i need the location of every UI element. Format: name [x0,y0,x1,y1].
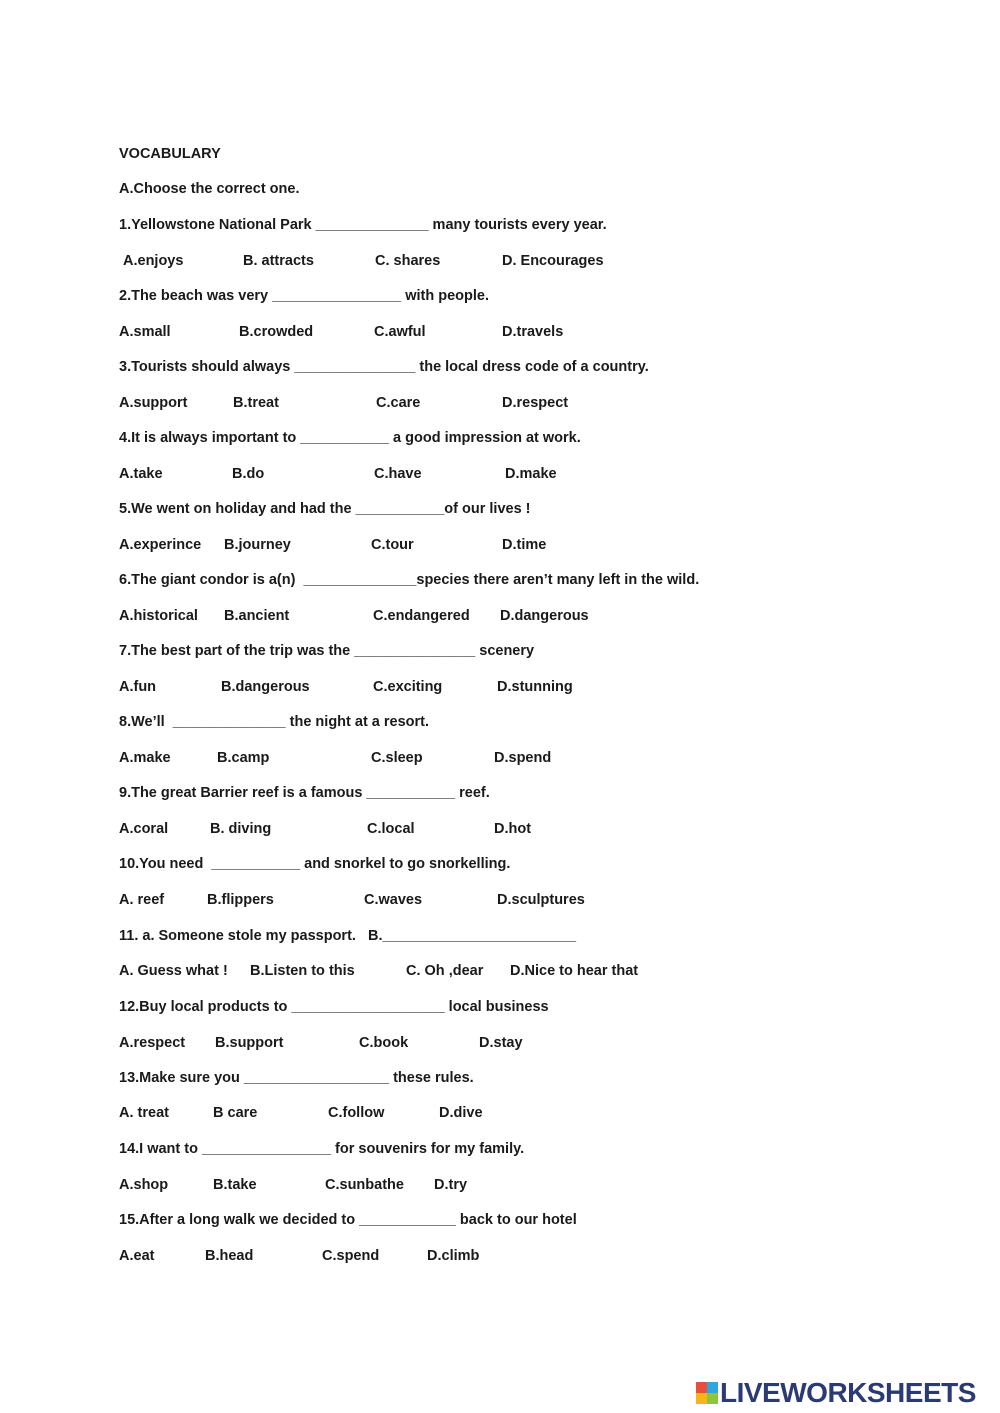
answer-option: A.eat [119,1248,155,1264]
answer-option: B.crowded [239,324,314,340]
question-text: 8.We’ll ______________ the night at a resort. [119,714,430,730]
answer-option: C.spend [322,1248,380,1264]
answer-option: D.travels [502,324,564,340]
question-text: 14.I want to ________________ for souvenirs for my family. [119,1141,525,1157]
answer-option: D.stunning [497,679,573,695]
answer-option: C.awful [374,324,426,340]
logo-mark-icon [696,1382,718,1404]
answer-option: A.historical [119,608,198,624]
section-heading: VOCABULARY [119,146,221,162]
answer-option: B. diving [210,821,272,837]
answer-option: A.shop [119,1177,169,1193]
answer-option: B.head [205,1248,254,1264]
answer-option: D.make [505,466,557,482]
question-text: 10.You need ___________ and snorkel to go snorkelling. [119,856,511,872]
question-text: 13.Make sure you __________________ these rules. [119,1070,474,1086]
answer-option: B.camp [217,750,270,766]
answer-option: C. shares [375,253,441,269]
answer-option: A.take [119,466,163,482]
answer-option: D.dangerous [500,608,589,624]
answer-option: A.fun [119,679,157,695]
answer-option: D.stay [479,1035,523,1051]
answer-option: C. Oh ,dear [406,963,484,979]
answer-option: A. treat [119,1105,169,1121]
answer-option: D.spend [494,750,552,766]
answer-option: C.tour [371,537,414,553]
answer-option: D.Nice to hear that [510,963,639,979]
question-text: 1.Yellowstone National Park ______________ many tourists every year. [119,217,607,233]
liveworksheets-logo [696,1376,976,1410]
answer-option: D.time [502,537,547,553]
answer-option: A.enjoys [123,253,184,269]
answer-option: B.dangerous [221,679,310,695]
question-text: 2.The beach was very ________________ with people. [119,288,489,304]
question-text: 6.The giant condor is a(n) ______________species there aren’t many left in the wild. [119,572,700,588]
answer-option: B care [213,1105,258,1121]
answer-option: D.dive [439,1105,483,1121]
answer-option: B.journey [224,537,291,553]
answer-option: C.follow [328,1105,385,1121]
answer-option: D.try [434,1177,468,1193]
answer-option: A.experince [119,537,202,553]
answer-option: A.make [119,750,171,766]
question-text: 7.The best part of the trip was the _______________ scenery [119,643,535,659]
logo-text: LIVEWORKSHEETS [720,1377,976,1408]
answer-option: A.respect [119,1035,186,1051]
answer-option: A.coral [119,821,169,837]
answer-option: A. reef [119,892,165,908]
answer-option: C.waves [364,892,423,908]
answer-option: A.support [119,395,188,411]
answer-option: B.do [232,466,265,482]
answer-option: C.local [367,821,415,837]
answer-option: C.sunbathe [325,1177,404,1193]
answer-option: D.climb [427,1248,480,1264]
answer-option: B.support [215,1035,284,1051]
answer-option: A. Guess what ! [119,963,228,979]
answer-option: D.sculptures [497,892,585,908]
answer-option: B.take [213,1177,257,1193]
answer-option: B.flippers [207,892,274,908]
instruction: A.Choose the correct one. [119,181,300,197]
answer-option: C.have [374,466,422,482]
answer-option: A.small [119,324,171,340]
answer-option: B.Listen to this [250,963,355,979]
answer-option: B.treat [233,395,279,411]
answer-option: C.endangered [373,608,470,624]
question-text: 5.We went on holiday and had the ___________of our lives ! [119,501,531,517]
question-text: 11. a. Someone stole my passport. B.________________________ [119,928,577,944]
answer-option: D. Encourages [502,253,604,269]
question-text: 15.After a long walk we decided to ____________ back to our hotel [119,1212,577,1228]
question-text: 12.Buy local products to ___________________ local business [119,999,549,1015]
answer-option: B. attracts [243,253,314,269]
answer-option: D.respect [502,395,569,411]
answer-option: D.hot [494,821,532,837]
question-text: 4.It is always important to ___________ a good impression at work. [119,430,581,446]
answer-option: C.book [359,1035,409,1051]
question-text: 9.The great Barrier reef is a famous ___________ reef. [119,785,490,801]
answer-option: C.care [376,395,421,411]
question-text: 3.Tourists should always _______________ the local dress code of a country. [119,359,649,375]
answer-option: B.ancient [224,608,290,624]
answer-option: C.exciting [373,679,443,695]
answer-option: C.sleep [371,750,423,766]
